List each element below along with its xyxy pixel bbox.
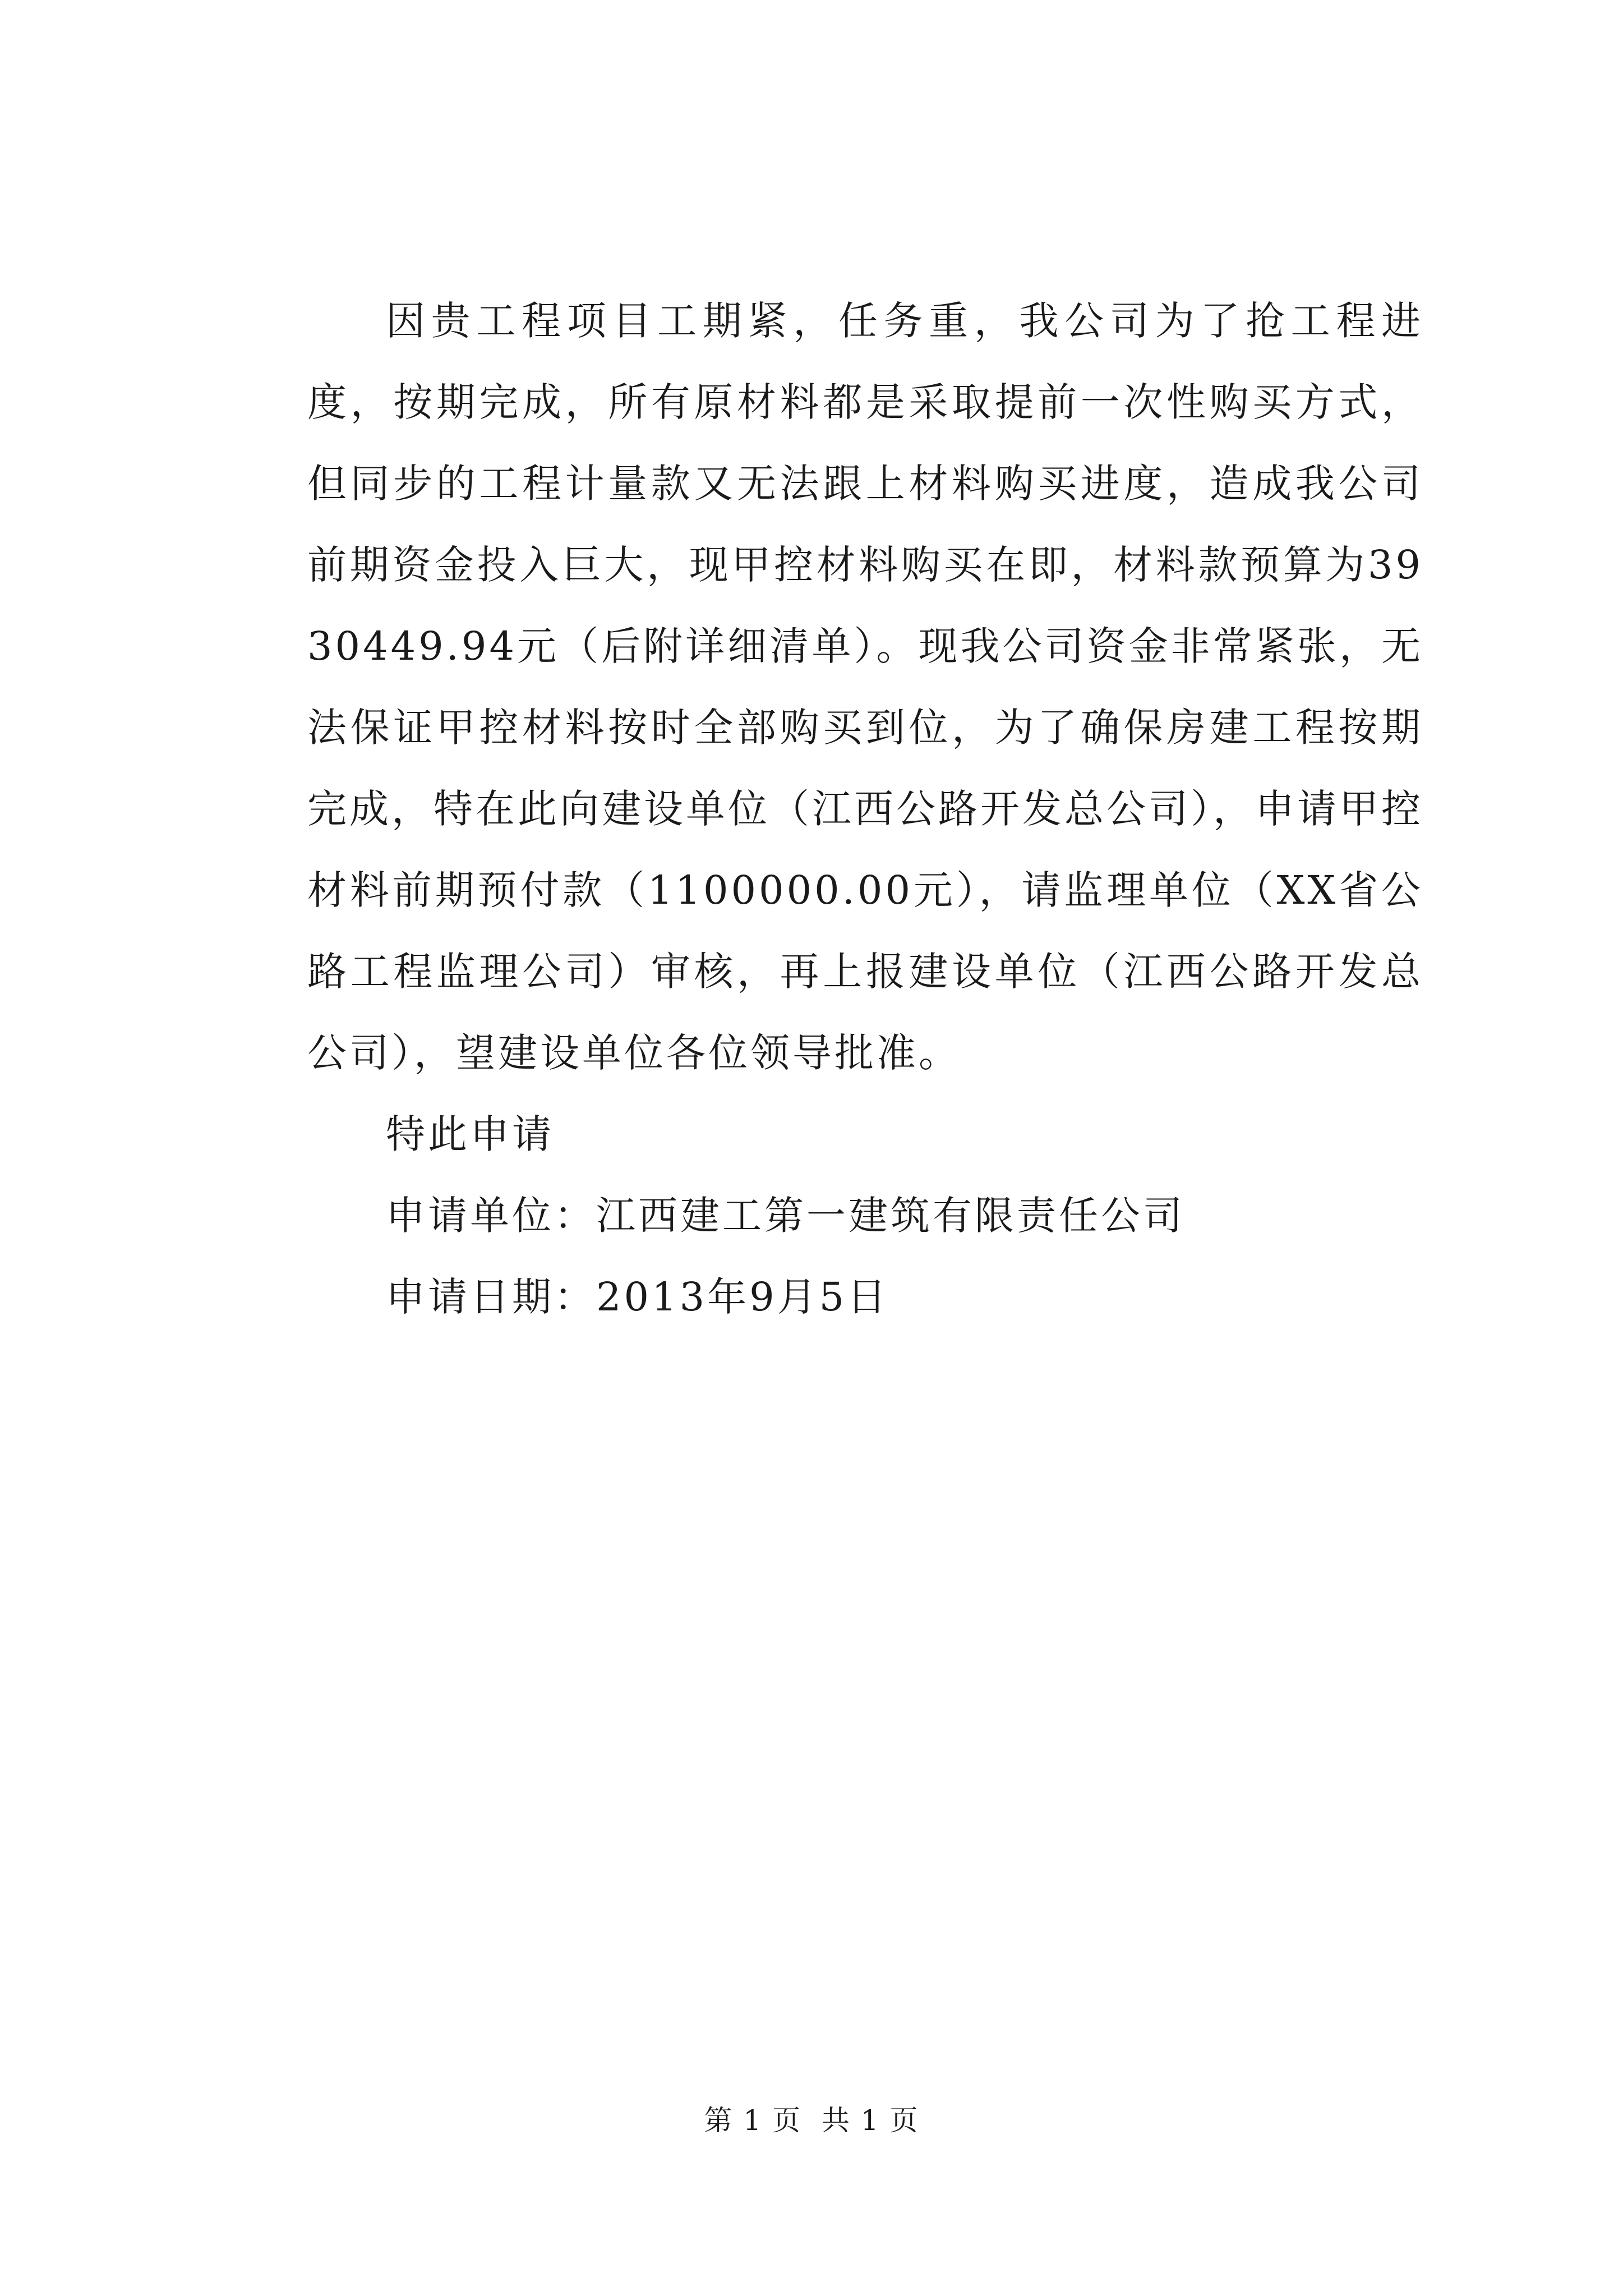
document-body [307,280,1423,1338]
applicant-line: 申请单位：江西建工第一建筑有限责任公司 [386,1193,1185,1239]
page-footer: 第 1 页 共 1 页 [704,2104,919,2137]
closing-line: 特此申请 [386,1111,554,1157]
body-paragraph: 因贵工程项目工期紧，任务重，我公司为了抢工程进度，按期完成，所有原材料都是采取提前一次性购买方式，但同步的工程计量款又无法跟上材料购买进度，造成我公司前期资金投入巨大，现甲控材料购买在即，材料款预算为3930449.94元（后附详细清单）。现我公司资金非常紧张，无法保证甲控材料按时全部购买到位，为了确保房建工程按期完成，特在此向建设单位（江西公路开发总公司），申请甲控材料前期预付款（1100000.00元），请监理单位（XX省公路工程监理公司）审核，再上报建设单位（江西公路开发总公司），望建设单位各位领导批准。 [307,298,1423,1076]
date-line: 申请日期：2013年9月5日 [386,1274,889,1320]
